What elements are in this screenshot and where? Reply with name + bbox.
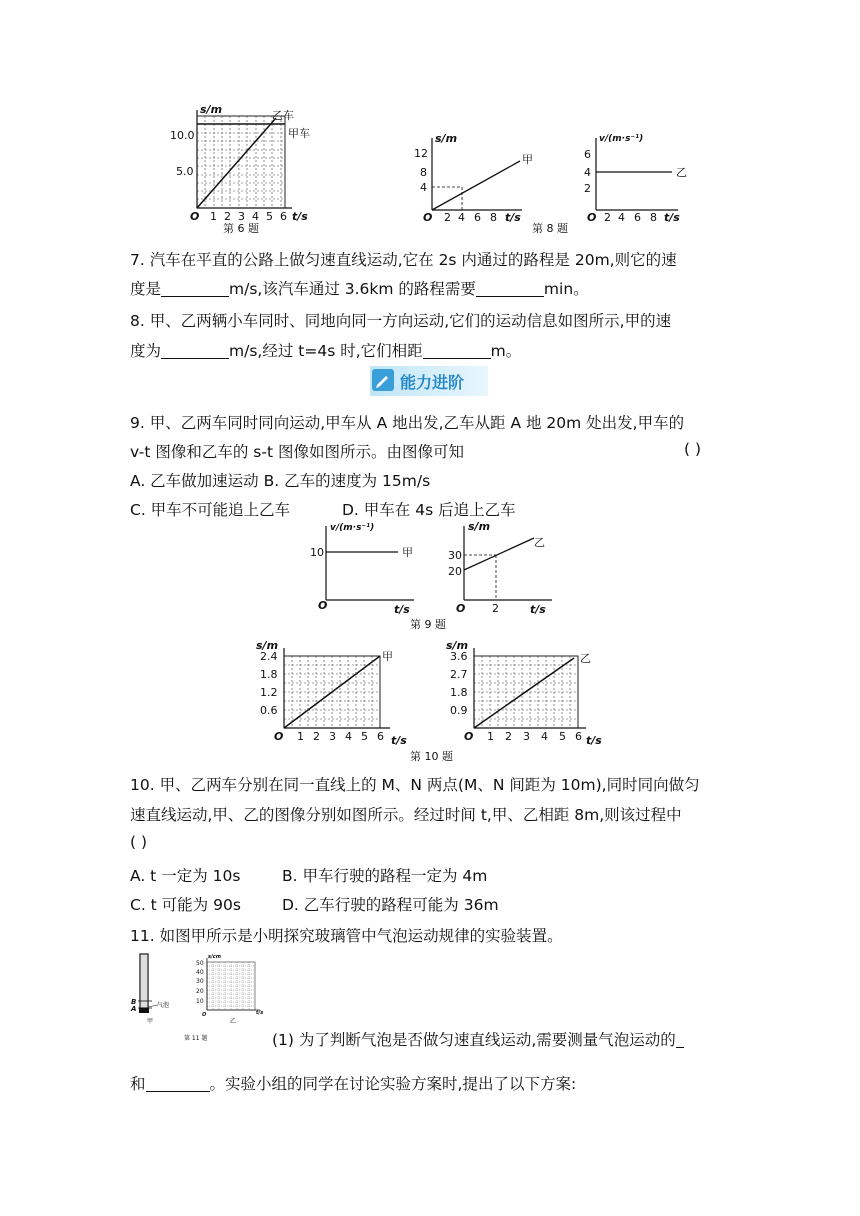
figure-q11 [128, 952, 268, 1048]
answer-paren[interactable]: ( ) [684, 440, 702, 458]
y-tick: 8 [420, 166, 427, 179]
origin-label: O [423, 211, 433, 224]
x-tick: 5 [266, 210, 273, 223]
y-tick: 50 [196, 960, 204, 967]
x-tick: 2 [492, 602, 499, 615]
x-tick: 2 [444, 211, 451, 224]
grid [197, 116, 285, 208]
option-b [282, 864, 487, 886]
line-yi [197, 118, 276, 208]
answer-paren-text: ( ) [130, 833, 148, 851]
question-10-line-1 [130, 773, 700, 795]
x-label: t/s [586, 734, 602, 747]
section-title: 能力进阶 [400, 373, 465, 392]
figure-caption: 第 8 题 [532, 222, 568, 235]
y-tick: 30 [448, 549, 462, 562]
option-text: B. 甲车行驶的路程一定为 4m [282, 867, 488, 885]
figure-q9-jia [302, 518, 432, 614]
answer-blank[interactable] [161, 342, 229, 359]
answer-blank[interactable] [146, 1075, 210, 1092]
x-tick: 6 [377, 730, 384, 743]
question-8-text: 8. 甲、乙两辆小车同时、同地向同一方向运动,它们的运动信息如图所示,甲的速 [130, 312, 672, 330]
x-tick: 1 [210, 210, 217, 223]
question-11-text: 和 [130, 1075, 146, 1093]
x-tick: 6 [575, 730, 582, 743]
line-yi [474, 658, 574, 728]
x-tick: 4 [458, 211, 465, 224]
x-label: t/s [505, 211, 521, 224]
y-tick: 1.8 [260, 668, 278, 681]
x-tick: 8 [490, 211, 497, 224]
y-tick: 20 [196, 988, 204, 995]
x-tick: 3 [329, 730, 336, 743]
answer-blank[interactable] [423, 342, 491, 359]
tube-water [141, 955, 147, 1007]
question-11-part-1 [272, 1028, 684, 1050]
figure-q8-jia [410, 128, 568, 235]
option-text: C. 甲车不可能追上乙车 [130, 501, 291, 519]
y-tick: 10.0 [170, 129, 195, 142]
y-label: s/m [435, 132, 458, 145]
origin-label: O [190, 210, 200, 223]
line-yi [464, 538, 534, 570]
y-tick: 10 [196, 998, 204, 1005]
tube-plug [139, 1008, 149, 1013]
bubble-label: 气泡 [157, 1002, 170, 1009]
label-jia: 甲 [522, 153, 533, 166]
question-7-text: m/s,该汽车通过 3.6km 的路程需要 [229, 280, 476, 298]
x-tick: 2 [505, 730, 512, 743]
question-9-text: v-t 图像和乙车的 s-t 图像如图所示。由图像可知 [130, 443, 464, 461]
figure-caption: 第 6 题 [223, 222, 259, 235]
label-yi: 乙 [534, 536, 545, 549]
y-tick: 0.9 [450, 704, 468, 717]
question-9-line-2 [130, 440, 464, 462]
x-tick: 4 [252, 210, 259, 223]
answer-blank[interactable] [476, 280, 544, 297]
question-9-text: 9. 甲、乙两车同时同向运动,甲车从 A 地出发,乙车从距 A 地 20m 处出发,甲车的 [130, 414, 685, 432]
question-8-line-1 [130, 309, 671, 331]
question-8-line-2 [130, 339, 521, 361]
figure-q10-jia [254, 639, 414, 747]
label-jia: 甲 [402, 546, 413, 559]
option-a [130, 864, 240, 886]
question-9-line-1 [130, 411, 684, 433]
y-tick: 1.2 [260, 686, 278, 699]
question-8-text: 度为 [130, 342, 162, 360]
question-11-text: 。实验小组的同学在讨论实验方案时,提出了以下方案: [209, 1075, 577, 1093]
question-8-text: m/s,经过 t=4s 时,它们相距 [229, 342, 423, 360]
origin-label: O [202, 1012, 207, 1018]
x-label: t/s [256, 1010, 264, 1016]
question-7-line-2 [130, 277, 589, 299]
option-text: A. t 一定为 10s [130, 867, 241, 885]
x-label: t/s [664, 211, 680, 224]
option-a [130, 469, 430, 491]
option-text: D. 甲车在 4s 后追上乙车 [342, 501, 516, 519]
y-tick: 2.7 [450, 668, 468, 681]
y-label: v/(m·s⁻¹) [330, 523, 375, 533]
question-10-line-2 [130, 803, 682, 825]
figure-q8-yi [572, 128, 702, 224]
question-7-line-1 [130, 248, 677, 270]
y-tick: 2.4 [260, 650, 278, 663]
y-label: v/(m·s⁻¹) [599, 134, 644, 144]
y-tick: 1.8 [450, 686, 468, 699]
option-d [282, 893, 499, 915]
origin-label: O [464, 730, 474, 743]
answer-paren[interactable] [130, 833, 147, 851]
y-tick: 2 [584, 182, 591, 195]
pencil-icon [372, 369, 394, 391]
x-label: t/s [530, 603, 546, 616]
question-11-line-1 [130, 924, 563, 946]
x-tick: 4 [541, 730, 548, 743]
y-tick: 0.6 [260, 704, 278, 717]
y-tick: 10 [310, 546, 324, 559]
x-tick: 1 [487, 730, 494, 743]
x-tick: 1 [297, 730, 304, 743]
x-tick: 2 [224, 210, 231, 223]
option-c [130, 893, 241, 915]
origin-label: O [274, 730, 284, 743]
origin-label: O [318, 599, 328, 612]
point-a: A [131, 1005, 137, 1013]
x-tick: 8 [650, 211, 657, 224]
x-tick: 6 [634, 211, 641, 224]
x-tick: 2 [313, 730, 320, 743]
x-label: t/s [292, 210, 308, 223]
x-tick: 4 [618, 211, 625, 224]
y-tick: 4 [584, 166, 591, 179]
figure-q6 [168, 104, 318, 234]
question-7-text: min。 [543, 280, 589, 298]
option-text: A. 乙车做加速运动 B. 乙车的速度为 15m/s [130, 472, 431, 490]
question-10-text: 速直线运动,甲、乙的图像分别如图所示。经过时间 t,甲、乙相距 8m,则该过程中 [130, 806, 682, 824]
origin-label: O [456, 602, 466, 615]
figure-yi-label: 乙 [230, 1018, 237, 1025]
y-tick: 3.6 [450, 650, 468, 663]
option-d [342, 498, 516, 520]
option-text: C. t 可能为 90s [130, 896, 241, 914]
label-yi: 乙 [676, 166, 687, 179]
grid [207, 962, 255, 1010]
y-label: s/m [200, 103, 223, 116]
y-tick: 40 [196, 969, 204, 976]
y-tick: 4 [420, 181, 427, 194]
label-yi: 乙 [580, 652, 591, 665]
figure-q9-yi [410, 518, 570, 632]
figure-caption: 第 9 题 [410, 618, 446, 631]
question-7-text: 7. 汽车在平直的公路上做匀速直线运动,它在 2s 内通过的路程是 20m,则它的速 [130, 251, 677, 269]
origin-label: O [587, 211, 597, 224]
question-11-text: (1) 为了判断气泡是否做匀速直线运动,需要测量气泡运动的 [272, 1031, 676, 1049]
x-tick: 6 [474, 211, 481, 224]
x-label: t/s [391, 734, 407, 747]
answer-blank[interactable] [161, 280, 229, 297]
question-8-text: m。 [490, 342, 522, 360]
figure-q10-yi [410, 639, 604, 764]
point-b: B [131, 998, 137, 1006]
line-jia [432, 161, 520, 210]
y-label: s/cm [208, 954, 221, 960]
y-tick: 6 [584, 148, 591, 161]
question-10-text: 10. 甲、乙两车分别在同一直线上的 M、N 两点(M、N 间距为 10m),同时同向做匀 [130, 776, 700, 794]
y-tick: 12 [414, 147, 428, 160]
figure-caption: 第 10 题 [410, 750, 453, 763]
x-tick: 5 [361, 730, 368, 743]
option-c [130, 498, 290, 520]
x-tick: 6 [280, 210, 287, 223]
option-text: D. 乙车行驶的路程可能为 36m [282, 896, 499, 914]
x-tick: 5 [559, 730, 566, 743]
y-label: s/m [256, 639, 279, 652]
y-tick: 20 [448, 565, 462, 578]
y-label: s/m [468, 520, 491, 533]
x-tick: 3 [523, 730, 530, 743]
label-jia: 甲车 [288, 127, 310, 140]
question-7-text: 度是 [130, 280, 162, 298]
section-banner [370, 366, 488, 396]
answer-blank[interactable] [676, 1031, 684, 1048]
figure-jia-label: 甲 [147, 1018, 154, 1025]
y-tick: 30 [196, 978, 204, 985]
y-tick: 5.0 [176, 165, 194, 178]
figure-caption: 第 11 题 [184, 1035, 208, 1042]
label-jia: 甲 [382, 650, 393, 663]
y-label: s/m [446, 639, 469, 652]
x-label: t/s [394, 603, 410, 616]
question-11-line-3 [130, 1072, 576, 1094]
question-11-text: 11. 如图甲所示是小明探究玻璃管中气泡运动规律的实验装置。 [130, 927, 563, 945]
x-tick: 4 [345, 730, 352, 743]
x-tick: 3 [238, 210, 245, 223]
x-tick: 2 [604, 211, 611, 224]
label-yi: 乙车 [272, 109, 294, 122]
